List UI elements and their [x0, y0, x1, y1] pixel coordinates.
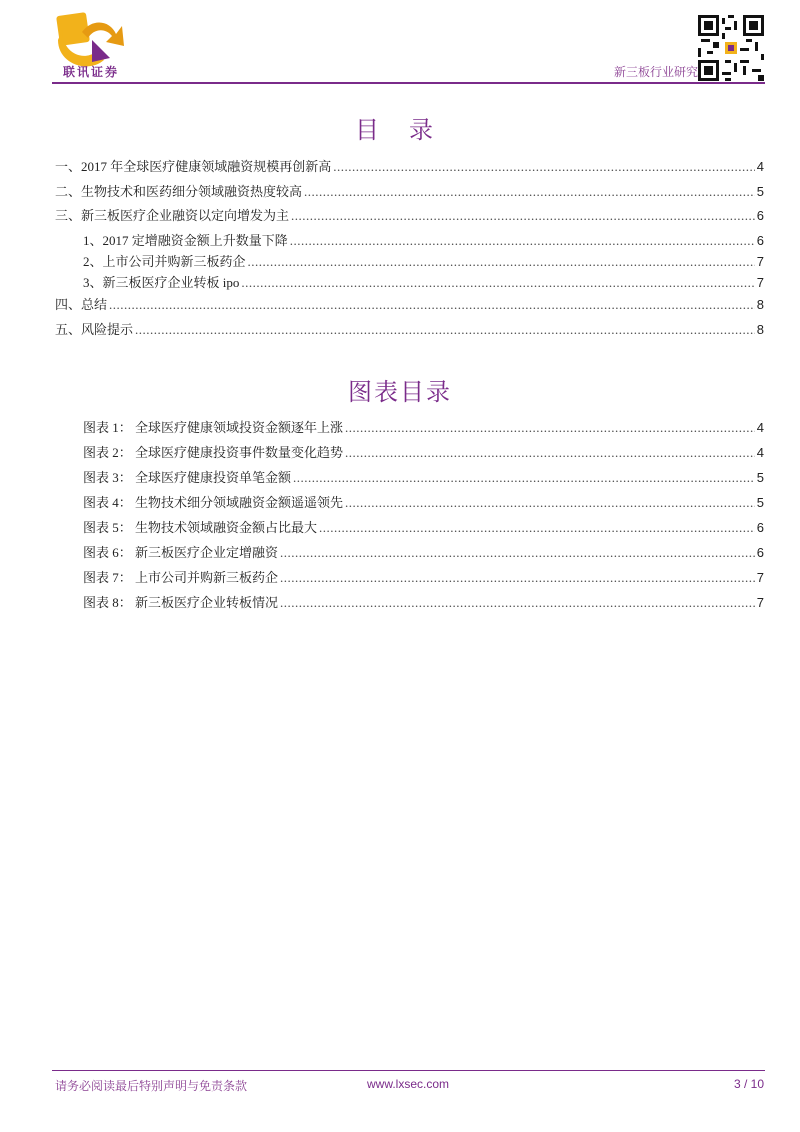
figure-entry[interactable] — [83, 519, 764, 536]
leader-dots — [319, 519, 755, 536]
toc-entry[interactable] — [55, 183, 764, 200]
figure-entry-page: 6 — [756, 520, 764, 535]
qr-code-icon — [698, 15, 764, 81]
toc-entry-label: 一、2017 年全球医疗健康领域融资规模再创新高 — [55, 159, 332, 174]
toc-subentry[interactable] — [83, 274, 764, 291]
leader-dots — [109, 296, 755, 313]
toc-entry[interactable] — [55, 158, 764, 175]
figure-entry-label: 图表 1： 全球医疗健康领域投资金额逐年上涨 — [83, 420, 344, 435]
figure-entry-label: 图表 4： 生物技术细分领域融资金额遥遥领先 — [83, 495, 344, 510]
toc-entry-label: 二、生物技术和医药细分领域融资热度较高 — [55, 184, 303, 199]
figure-entry-label: 图表 5： 生物技术领域融资金额占比最大 — [83, 520, 318, 535]
toc-subentry[interactable] — [83, 232, 764, 249]
toc-entry-label: 1、2017 定增融资金额上升数量下降 — [83, 233, 288, 248]
figure-entry-page: 4 — [756, 420, 764, 435]
toc-entry-page: 7 — [756, 275, 764, 290]
toc-entry-page: 6 — [756, 233, 764, 248]
leader-dots — [241, 274, 754, 291]
leader-dots — [280, 594, 755, 611]
figure-entry-label: 图表 7： 上市公司并购新三板药企 — [83, 570, 279, 585]
figure-entry[interactable] — [83, 594, 764, 611]
toc-entry-label: 五、风险提示 — [55, 322, 134, 337]
toc-entry-page: 8 — [756, 297, 764, 312]
figure-entry-page: 7 — [756, 595, 764, 610]
toc-entry-page: 8 — [756, 322, 764, 337]
header-divider — [52, 82, 765, 84]
page-header — [0, 0, 800, 90]
figure-entry-label: 图表 6： 新三板医疗企业定增融资 — [83, 545, 279, 560]
figure-entry-label: 图表 2： 全球医疗健康投资事件数量变化趋势 — [83, 445, 344, 460]
figure-entry[interactable] — [83, 419, 764, 436]
leader-dots — [135, 321, 755, 338]
toc-entry-label: 3、新三板医疗企业转板 ipo — [83, 275, 240, 290]
figure-list-title: 图表目录 — [348, 380, 452, 406]
leader-dots — [304, 183, 755, 200]
figure-entry-label: 图表 3： 全球医疗健康投资单笔金额 — [83, 470, 292, 485]
toc-entry-page: 7 — [756, 254, 764, 269]
toc-entry-label: 2、上市公司并购新三板药企 — [83, 254, 246, 269]
leader-dots — [291, 207, 755, 224]
leader-dots — [345, 494, 755, 511]
toc-entry[interactable] — [55, 321, 764, 338]
leader-dots — [345, 444, 755, 461]
toc-entry-label: 三、新三板医疗企业融资以定向增发为主 — [55, 208, 290, 223]
toc-entry-page: 6 — [756, 208, 764, 223]
toc-entry-page: 5 — [756, 184, 764, 199]
figure-entry[interactable] — [83, 494, 764, 511]
leader-dots — [293, 469, 755, 486]
figure-entry-page: 5 — [756, 495, 764, 510]
disclaimer-link[interactable]: 请务必阅读最后特别声明与免责条款 — [55, 1079, 248, 1093]
footer-divider — [52, 1070, 765, 1071]
leader-dots — [290, 232, 755, 249]
figure-entry[interactable] — [83, 544, 764, 561]
company-name: 联讯证券 — [62, 65, 119, 79]
toc-title: 目 录 — [355, 118, 445, 144]
toc-entry-label: 四、总结 — [55, 297, 108, 312]
figure-entry-label: 图表 8： 新三板医疗企业转板情况 — [83, 595, 279, 610]
toc-entry[interactable] — [55, 207, 764, 224]
figure-entry[interactable] — [83, 569, 764, 586]
toc-subentry[interactable] — [83, 253, 764, 270]
leader-dots — [248, 253, 755, 270]
figure-entry-page: 6 — [756, 545, 764, 560]
toc-entry-page: 4 — [756, 159, 764, 174]
toc-entry[interactable] — [55, 296, 764, 313]
leader-dots — [345, 419, 755, 436]
report-type: 新三板行业研究 — [613, 65, 698, 79]
leader-dots — [280, 569, 755, 586]
leader-dots — [333, 158, 755, 175]
figure-entry-page: 4 — [756, 445, 764, 460]
figure-entry-page: 7 — [756, 570, 764, 585]
website-link[interactable]: www.lxsec.com — [367, 1077, 450, 1091]
figure-entry[interactable] — [83, 469, 764, 486]
figure-entry[interactable] — [83, 444, 764, 461]
page-number: 3 / 10 — [733, 1077, 764, 1091]
figure-entry-page: 5 — [756, 470, 764, 485]
leader-dots — [280, 544, 755, 561]
